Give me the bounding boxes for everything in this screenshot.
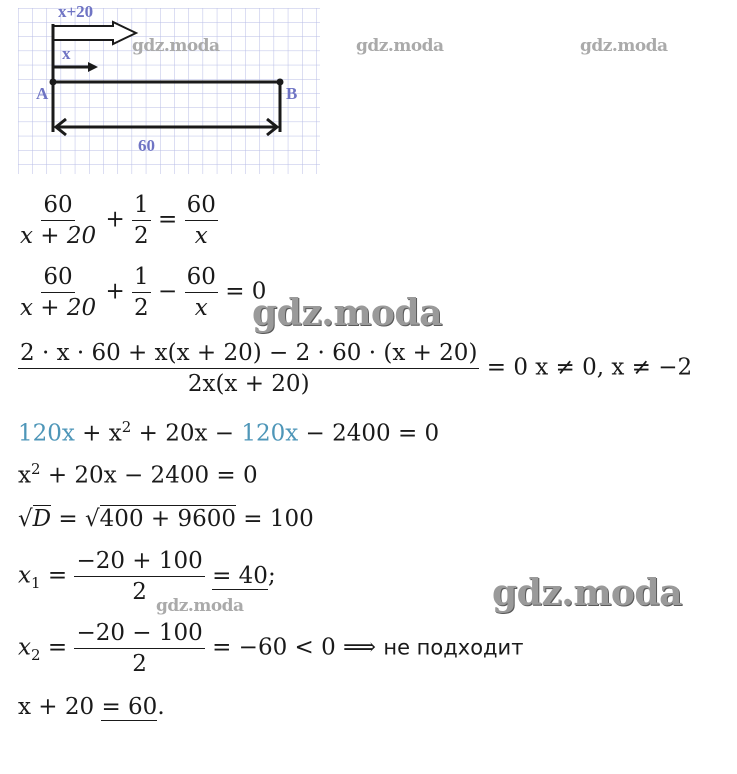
equation-line-4 bbox=[18, 418, 439, 447]
operator: = bbox=[158, 206, 178, 233]
motion-diagram bbox=[18, 2, 320, 174]
watermark-1: gdz.moda bbox=[132, 36, 220, 56]
equation-tail: = 0 x ≠ 0, x ≠ −2 bbox=[486, 354, 693, 381]
numerator: 60 bbox=[185, 262, 218, 293]
watermark-4: gdz.moda bbox=[252, 292, 442, 334]
numerator: −20 − 100 bbox=[74, 618, 204, 649]
numerator: 1 bbox=[132, 190, 151, 221]
term: = 100 bbox=[236, 506, 314, 532]
term: + 20x − bbox=[131, 420, 242, 447]
punctuation: ; bbox=[267, 562, 276, 589]
fraction bbox=[132, 262, 151, 323]
term: = −60 < 0 ⟹ bbox=[204, 634, 384, 661]
rejection-note: не подходит bbox=[383, 635, 524, 660]
equation-line-7 bbox=[18, 546, 276, 607]
watermark-3: gdz.moda bbox=[580, 36, 668, 56]
numerator: −20 + 100 bbox=[74, 546, 204, 577]
label-point-b: B bbox=[286, 84, 298, 103]
fraction bbox=[18, 338, 479, 399]
numerator: 60 bbox=[41, 262, 74, 293]
operator: = bbox=[40, 634, 75, 661]
label-slow-speed: x bbox=[62, 44, 71, 63]
watermark-6: gdz.moda bbox=[156, 596, 244, 616]
punctuation: . bbox=[157, 694, 165, 720]
denominator: 2 bbox=[132, 579, 147, 605]
point-a-dot bbox=[50, 79, 57, 86]
result: = 40 bbox=[212, 562, 268, 589]
operator: + bbox=[105, 206, 125, 233]
operator: − bbox=[158, 278, 178, 305]
operator: = bbox=[51, 506, 86, 532]
term: + x bbox=[74, 420, 122, 447]
watermark-5: gdz.moda bbox=[492, 572, 682, 614]
equation-line-2 bbox=[18, 262, 266, 323]
denominator: 2x(x + 20) bbox=[187, 371, 310, 397]
fraction bbox=[74, 618, 204, 679]
denominator: 2 bbox=[134, 223, 149, 249]
term: − 2400 = 0 bbox=[298, 420, 440, 447]
equation-line-3 bbox=[18, 338, 692, 399]
term: + 20x − 2400 = 0 bbox=[40, 462, 258, 489]
denominator: 2 bbox=[132, 651, 147, 677]
highlighted-term: 120x bbox=[18, 420, 75, 447]
fraction bbox=[185, 190, 218, 251]
denominator: 2 bbox=[134, 295, 149, 321]
term: x bbox=[18, 462, 31, 489]
numerator: 60 bbox=[185, 190, 218, 221]
term: x + 20 bbox=[18, 694, 102, 720]
point-b-dot bbox=[277, 79, 284, 86]
subscript: 1 bbox=[30, 574, 41, 593]
equation-line-9 bbox=[18, 694, 165, 720]
operator: = bbox=[40, 562, 75, 589]
denominator: x + 20 bbox=[20, 223, 97, 249]
result: = 60 bbox=[101, 694, 158, 720]
equation-line-1 bbox=[18, 190, 218, 251]
sqrt-sign: √ bbox=[85, 506, 100, 532]
equation-tail: = 0 bbox=[225, 278, 267, 305]
exponent: 2 bbox=[30, 460, 41, 478]
label-distance: 60 bbox=[138, 136, 155, 155]
denominator: x bbox=[194, 223, 208, 249]
watermark-2: gdz.moda bbox=[356, 36, 444, 56]
denominator: x bbox=[194, 295, 208, 321]
equation-line-5 bbox=[18, 460, 258, 489]
numerator: 60 bbox=[41, 190, 74, 221]
highlighted-term: 120x bbox=[241, 420, 299, 447]
denominator: x + 20 bbox=[20, 295, 97, 321]
radicand: D bbox=[32, 506, 52, 532]
exponent: 2 bbox=[121, 418, 132, 436]
label-point-a: A bbox=[36, 84, 49, 103]
equation-line-8 bbox=[18, 618, 523, 679]
equation-line-6 bbox=[18, 506, 314, 532]
variable: x bbox=[18, 562, 31, 589]
sqrt-sign: √ bbox=[18, 506, 33, 532]
radicand: 400 + 9600 bbox=[99, 506, 236, 532]
fraction bbox=[18, 262, 98, 323]
operator: + bbox=[105, 278, 125, 305]
label-fast-speed: x+20 bbox=[58, 2, 94, 21]
fraction bbox=[74, 546, 204, 607]
fraction bbox=[132, 190, 151, 251]
variable: x bbox=[18, 634, 31, 661]
numerator: 1 bbox=[132, 262, 151, 293]
subscript: 2 bbox=[30, 646, 41, 665]
grid-diagram-svg bbox=[18, 8, 320, 174]
fraction bbox=[185, 262, 218, 323]
fraction bbox=[18, 190, 98, 251]
numerator: 2 · x · 60 + x(x + 20) − 2 · 60 · (x + 20) bbox=[18, 338, 479, 369]
